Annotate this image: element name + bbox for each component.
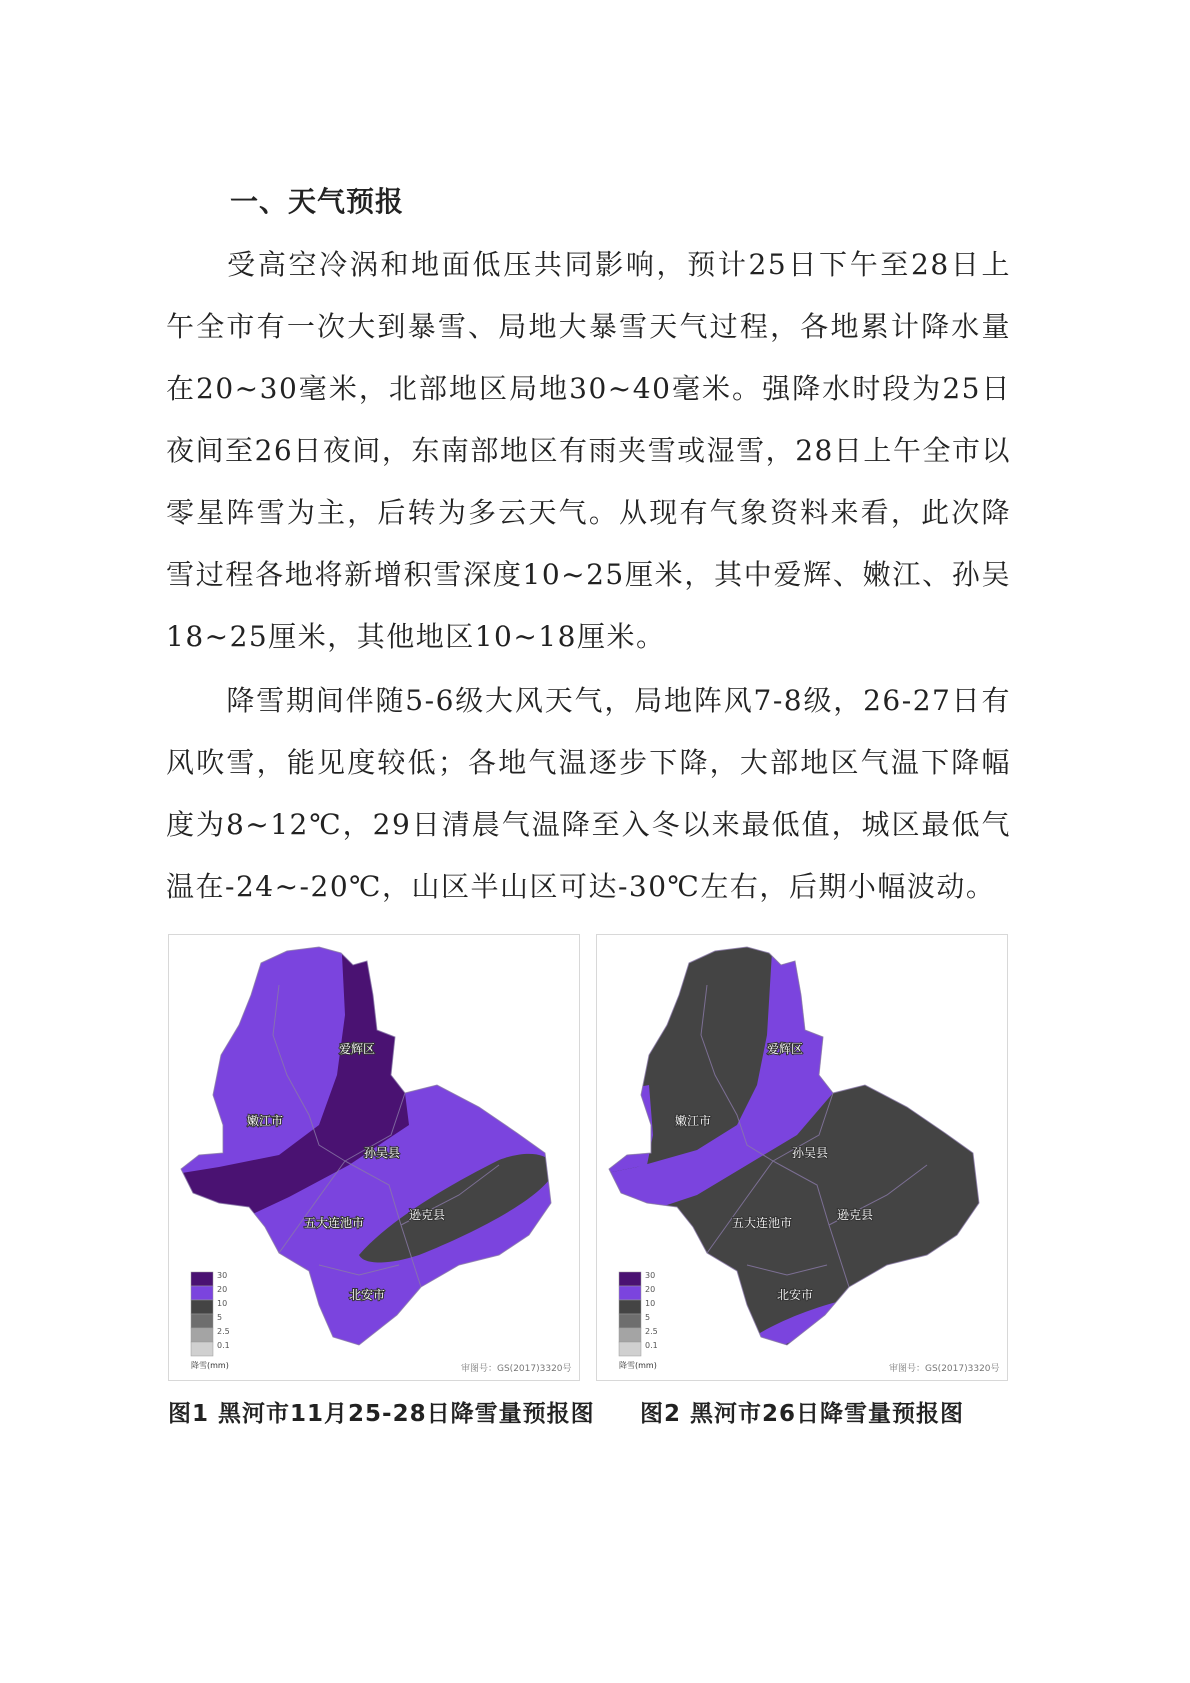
legend-swatch-20 [191, 1286, 213, 1300]
legend-swatch-20 [619, 1286, 641, 1300]
legend-label-2-5: 2.5 [217, 1327, 230, 1336]
legend-label-0-1: 0.1 [217, 1341, 230, 1350]
forecast-paragraph-2-text: 降雪期间伴随5-6级大风天气，局地阵风7-8级，26-27日有风吹雪，能见度较低；各地气温逐步下降，大部地区气温下降幅度为8~12℃，29日清晨气温降至入冬以来最低值，城区最低气温在-24~-20℃，山区半山区可达-30℃左右，后期小幅波动。 [166, 684, 1011, 903]
legend-label-2-5: 2.5 [645, 1327, 658, 1336]
legend-swatch-2-5 [191, 1328, 213, 1342]
legend-label-30: 30 [645, 1271, 656, 1280]
legend-label-20: 20 [217, 1285, 228, 1294]
map1-legend [191, 1271, 230, 1370]
legend-swatch-0-1 [619, 1342, 641, 1356]
legend-swatch-5 [619, 1314, 641, 1328]
map2-label-beian: 北安市 [777, 1288, 814, 1302]
map1-label-nenjiang: 嫩江市 [247, 1114, 284, 1128]
legend-swatch-30 [191, 1272, 213, 1286]
figure-2-caption: 图2 黑河市26日降雪量预报图 [640, 1401, 965, 1427]
legend-label-5: 5 [217, 1313, 223, 1322]
section-heading: 一、天气预报 [230, 185, 405, 218]
snowfall-map-2 [596, 934, 1008, 1381]
legend-label-0-1: 0.1 [645, 1341, 658, 1350]
map1-approval-number: 审图号：GS(2017)3320号 [461, 1364, 572, 1374]
map2-label-xunke: 逊克县 [837, 1208, 874, 1222]
forecast-paragraph-1 [166, 234, 1011, 668]
forecast-paragraph-2 [166, 670, 1011, 918]
legend-swatch-2-5 [619, 1328, 641, 1342]
legend-swatch-10 [619, 1300, 641, 1314]
legend-swatch-0-1 [191, 1342, 213, 1356]
legend-swatch-10 [191, 1300, 213, 1314]
map2-label-aihui: 爱辉区 [767, 1042, 804, 1056]
legend-title: 降雪(mm) [191, 1361, 229, 1370]
legend-title: 降雪(mm) [619, 1361, 657, 1370]
map2-legend [619, 1271, 658, 1370]
snow-20-west-area [597, 1085, 653, 1175]
snowfall-map-1 [168, 934, 580, 1381]
map2-approval-number: 审图号：GS(2017)3320号 [889, 1364, 1000, 1374]
legend-label-30: 30 [217, 1271, 228, 1280]
map2-label-sunwu: 孙吴县 [792, 1146, 829, 1160]
legend-swatch-30 [619, 1272, 641, 1286]
map2-label-nenjiang: 嫩江市 [675, 1114, 712, 1128]
legend-label-10: 10 [217, 1299, 228, 1308]
legend-label-5: 5 [645, 1313, 651, 1322]
map1-label-sunwu: 孙吴县 [364, 1146, 401, 1160]
legend-label-10: 10 [645, 1299, 656, 1308]
legend-label-20: 20 [645, 1285, 656, 1294]
forecast-paragraph-1-text: 受高空冷涡和地面低压共同影响，预计25日下午至28日上午全市有一次大到暴雪、局地大暴雪天气过程，各地累计降水量在20~30毫米，北部地区局地30~40毫米。强降水时段为25日夜间至26日夜间，东南部地区有雨夹雪或湿雪，28日上午全市以零星阵雪为主，后转为多云天气。从现有气象资料来看，此次降雪过程各地将新增积雪深度10~25厘米，其中爱辉、嫩江、孙吴18~25厘米，其他地区10~18厘米。 [166, 248, 1011, 653]
figure-1-caption: 图1 黑河市11月25-28日降雪量预报图 [168, 1401, 595, 1427]
map1-label-xunke: 逊克县 [409, 1208, 446, 1222]
map1-label-wudalianchi: 五大连池市 [304, 1216, 365, 1230]
map1-label-beian: 北安市 [349, 1288, 386, 1302]
map1-label-aihui: 爱辉区 [339, 1042, 376, 1056]
map2-label-wudalianchi: 五大连池市 [732, 1216, 793, 1230]
legend-swatch-5 [191, 1314, 213, 1328]
